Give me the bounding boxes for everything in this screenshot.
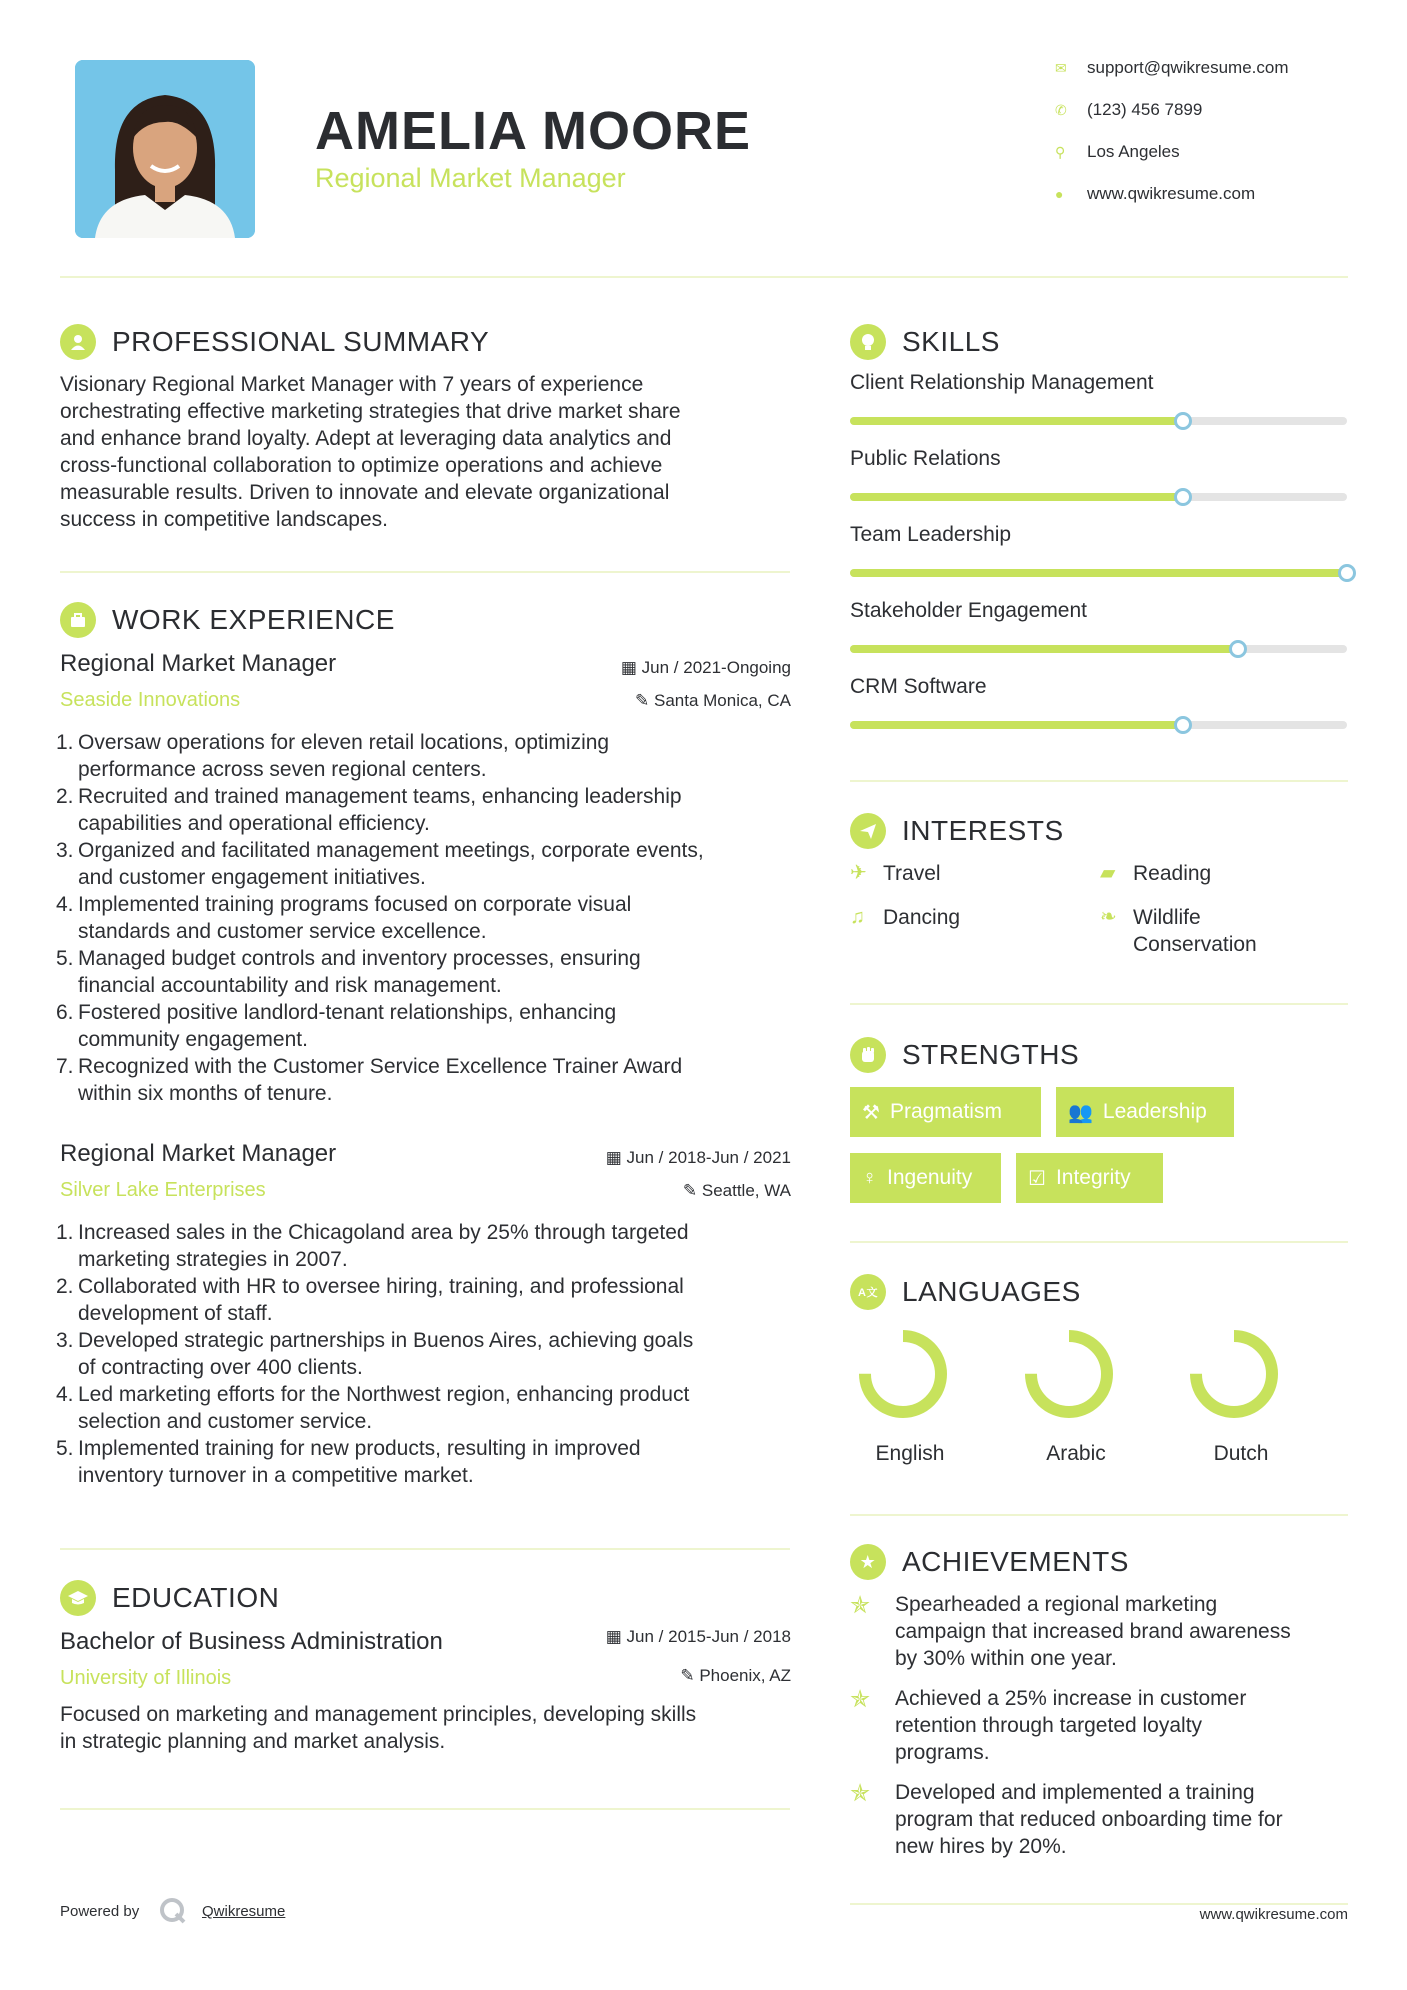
qwikresume-link[interactable]: Qwikresume [202, 1903, 286, 1920]
interest-reading [1100, 860, 1211, 887]
language-ring-arc [1196, 1336, 1272, 1412]
contact-email-text: support@qwikresume.com [1087, 58, 1289, 77]
skill-label: Team Leadership [850, 523, 1012, 546]
school-name: University of Illinois [60, 1667, 232, 1689]
language-label: Dutch [1213, 1442, 1269, 1465]
summary-heading [60, 324, 489, 360]
strengths-heading [850, 1037, 1079, 1073]
interest-label: Wildlife Conservation [1133, 906, 1257, 956]
list-item: 1. Increased sales in the Chicagoland area by 25% through targeted marketing strategies in 2007. [56, 1221, 689, 1271]
summary-line: orchestrating effective marketing strategies that drive market share [60, 400, 681, 423]
strength-label: Ingenuity [887, 1166, 973, 1189]
contact-location [1055, 142, 1355, 162]
language-ring [853, 1324, 953, 1424]
language-label: English [875, 1442, 945, 1465]
skill-bar-fill [850, 417, 1183, 425]
header-divider [60, 276, 1348, 278]
section-divider [850, 1003, 1348, 1005]
language-ring-arc [1031, 1336, 1107, 1412]
interest-label: Reading [1133, 862, 1212, 885]
gavel-icon: ⚒ [862, 1101, 880, 1124]
calendar-icon: ▦ [605, 1148, 627, 1167]
job-date [520, 1148, 791, 1168]
user-icon [60, 324, 96, 360]
users-icon: 👥 [1068, 1101, 1093, 1124]
list-item: 5. Managed budget controls and inventory processes, ensuring financial accountability and risk management. [56, 947, 641, 997]
calendar-icon: ▦ [620, 658, 642, 677]
achievement-item: ✯ Achieved a 25% increase in customer retention through targeted loyalty programs. [850, 1686, 1247, 1764]
interest-label: Dancing [883, 906, 961, 929]
job-company: Seaside Innovations [60, 689, 241, 711]
skill-bar-handle [1229, 640, 1247, 658]
map-pin-icon: ⚲ [1055, 143, 1066, 160]
envelope-icon: ✉ [1055, 59, 1067, 76]
book-icon: ▰ [1100, 862, 1116, 884]
skill-bar-handle [1338, 564, 1356, 582]
strength-label: Integrity [1055, 1166, 1131, 1189]
work-heading-text: WORK EXPERIENCE [112, 604, 395, 635]
lightbulb-icon [850, 324, 886, 360]
list-item: 6. Fostered positive landlord-tenant relationships, enhancing community engagement. [56, 1001, 617, 1051]
strength-chip [1016, 1153, 1163, 1203]
interest-travel [850, 860, 941, 887]
skill-label: Client Relationship Management [850, 371, 1154, 394]
achievement-item: ✯ Developed and implemented a training program that reduced onboarding time for new hires by 20%. [850, 1780, 1283, 1858]
work-heading [60, 602, 395, 638]
education-heading-text: EDUCATION [112, 1582, 280, 1613]
education-location [520, 1666, 791, 1686]
skill-bar-handle [1174, 488, 1192, 506]
skill-bar-fill [850, 569, 1347, 577]
job-title: Regional Market Manager [60, 1140, 337, 1167]
degree-title: Bachelor of Business Administration [60, 1628, 443, 1655]
job-title: Regional Market Manager [60, 650, 337, 677]
section-divider [850, 1241, 1348, 1243]
strength-chip [850, 1087, 1041, 1137]
summary-line: Visionary Regional Market Manager with 7 years of experience [60, 373, 644, 396]
leaf-icon: ❧ [1100, 906, 1117, 928]
education-date [520, 1627, 791, 1647]
job-date-text: Jun / 2018-Jun / 2021 [626, 1148, 791, 1167]
candidate-name: AMELIA MOORE [315, 101, 751, 161]
education-date-text: Jun / 2015-Jun / 2018 [626, 1627, 791, 1646]
calendar-icon: ▦ [605, 1627, 627, 1646]
strength-label: Leadership [1102, 1100, 1207, 1123]
education-line: Focused on marketing and management principles, developing skills [60, 1703, 697, 1726]
list-item: 7. Recognized with the Customer Service Excellence Trainer Award within six months of tenure. [56, 1055, 683, 1105]
qwikresume-logo-icon [158, 1896, 188, 1931]
plane-icon: ✈ [850, 862, 867, 884]
job-responsibilities [56, 729, 805, 1107]
pin-icon: ✎ [635, 691, 654, 710]
graduation-cap-icon [60, 1580, 96, 1616]
section-divider [850, 1903, 1348, 1905]
list-item: 3. Developed strategic partnerships in Buenos Aires, achieving goals of contracting over 400 clients. [56, 1329, 694, 1379]
powered-by-label: Powered by [60, 1903, 140, 1920]
strength-chip [850, 1153, 1001, 1203]
skill-bar [850, 645, 1347, 653]
section-divider [60, 1808, 790, 1810]
skill-label: Stakeholder Engagement [850, 599, 1087, 622]
list-item: 4. Implemented training programs focused on corporate visual standards and customer service excellence. [56, 893, 632, 943]
list-item: 2. Recruited and trained management teams, enhancing leadership capabilities and operational efficiency. [56, 785, 682, 835]
languages-heading-text: LANGUAGES [902, 1276, 1081, 1307]
skill-bar-fill [850, 493, 1183, 501]
job-company: Silver Lake Enterprises [60, 1179, 266, 1201]
summary-line: cross-functional collaboration to optimize operations and achieve [60, 454, 663, 477]
skills-heading [850, 324, 1000, 360]
skills-heading-text: SKILLS [902, 326, 1000, 357]
language-label: Arabic [1046, 1442, 1106, 1465]
job-location [520, 691, 791, 711]
skill-bar-fill [850, 721, 1183, 729]
languages-heading [850, 1274, 1081, 1310]
job-date-text: Jun / 2021-Ongoing [641, 658, 791, 677]
interest-dancing [850, 904, 960, 931]
achievement-item: ✯ Spearheaded a regional marketing campaign that increased brand awareness by 30% within one year. [850, 1592, 1291, 1670]
contact-location-text: Los Angeles [1087, 142, 1180, 161]
star-icon: ✯ [850, 1780, 871, 1807]
section-divider [60, 571, 790, 573]
profile-photo [75, 60, 255, 238]
job-location-text: Seattle, WA [701, 1181, 791, 1200]
footer-website-link[interactable]: www.qwikresume.com [1199, 1906, 1348, 1923]
interests-heading [850, 813, 1064, 849]
strengths-heading-text: STRENGTHS [902, 1039, 1080, 1070]
list-item: 1. Oversaw operations for eleven retail locations, optimizing performance across seven regional centers. [56, 731, 610, 781]
strength-chip [1056, 1087, 1234, 1137]
list-item: 4. Led marketing efforts for the Northwest region, enhancing product selection and customer service. [56, 1383, 690, 1433]
list-item: 5. Implemented training for new products, resulting in improved inventory turnover in a competitive market. [56, 1437, 641, 1487]
contact-website-text: www.qwikresume.com [1087, 184, 1256, 203]
contact-phone-text: (123) 456 7899 [1087, 100, 1203, 119]
education-heading [60, 1580, 279, 1616]
section-divider [850, 780, 1348, 782]
star-icon: ✯ [850, 1686, 871, 1713]
section-divider [850, 1514, 1348, 1516]
skill-label: Public Relations [850, 447, 1001, 470]
language-ring [1019, 1324, 1119, 1424]
job-location-text: Santa Monica, CA [653, 691, 791, 710]
interests-heading-text: INTERESTS [902, 815, 1064, 846]
check-square-icon: ☑ [1028, 1167, 1046, 1190]
contact-phone[interactable] [1055, 100, 1355, 120]
globe-icon: ● [1055, 186, 1064, 202]
pin-icon: ✎ [682, 1181, 702, 1200]
language-ring-arc [865, 1336, 941, 1412]
summary-line: success in competitive landscapes. [60, 508, 388, 531]
contact-email[interactable] [1055, 58, 1355, 78]
list-item: 2. Collaborated with HR to oversee hiring, training, and professional development of staff. [56, 1275, 684, 1325]
music-note-icon: ♫ [850, 906, 865, 928]
skill-bar-handle [1174, 412, 1192, 430]
lightbulb-icon: ♀ [862, 1166, 877, 1189]
pin-icon: ✎ [680, 1666, 700, 1685]
language-icon: A文 [850, 1274, 886, 1310]
education-location-text: Phoenix, AZ [699, 1666, 791, 1685]
achievements-heading [850, 1544, 1129, 1580]
briefcase-icon [60, 602, 96, 638]
phone-icon: ✆ [1055, 101, 1067, 118]
fist-icon [850, 1037, 886, 1073]
list-item: 3. Organized and facilitated management meetings, corporate events, and customer engagement initiatives. [56, 839, 704, 889]
skill-label: CRM Software [850, 675, 987, 698]
skill-bar [850, 721, 1347, 729]
skill-bar [850, 569, 1347, 577]
contact-website[interactable] [1055, 184, 1355, 204]
star-icon: ✯ [850, 1592, 871, 1619]
language-ring [1184, 1324, 1284, 1424]
candidate-title: Regional Market Manager [315, 163, 626, 193]
summary-heading-text: PROFESSIONAL SUMMARY [112, 326, 490, 357]
skill-bar [850, 417, 1347, 425]
summary-text [60, 371, 800, 533]
job-responsibilities [56, 1219, 805, 1489]
summary-line: and enhance brand loyalty. Adept at leveraging data analytics and [60, 427, 672, 450]
education-description [60, 1701, 805, 1755]
interest-label: Travel [883, 862, 941, 885]
education-line: in strategic planning and market analysis. [60, 1730, 446, 1753]
job-location [520, 1181, 791, 1201]
paper-plane-icon [850, 813, 886, 849]
interest-wildlife [1100, 904, 1257, 958]
achievements-heading-text: ACHIEVEMENTS [902, 1546, 1129, 1577]
job-date [520, 658, 791, 678]
section-divider [60, 1548, 790, 1550]
strength-label: Pragmatism [889, 1100, 1002, 1123]
skill-bar-fill [850, 645, 1238, 653]
star-badge-icon: ★ [850, 1544, 886, 1580]
skill-bar [850, 493, 1347, 501]
skill-bar-handle [1174, 716, 1192, 734]
summary-line: measurable results. Driven to innovate and elevate organizational [60, 481, 670, 504]
